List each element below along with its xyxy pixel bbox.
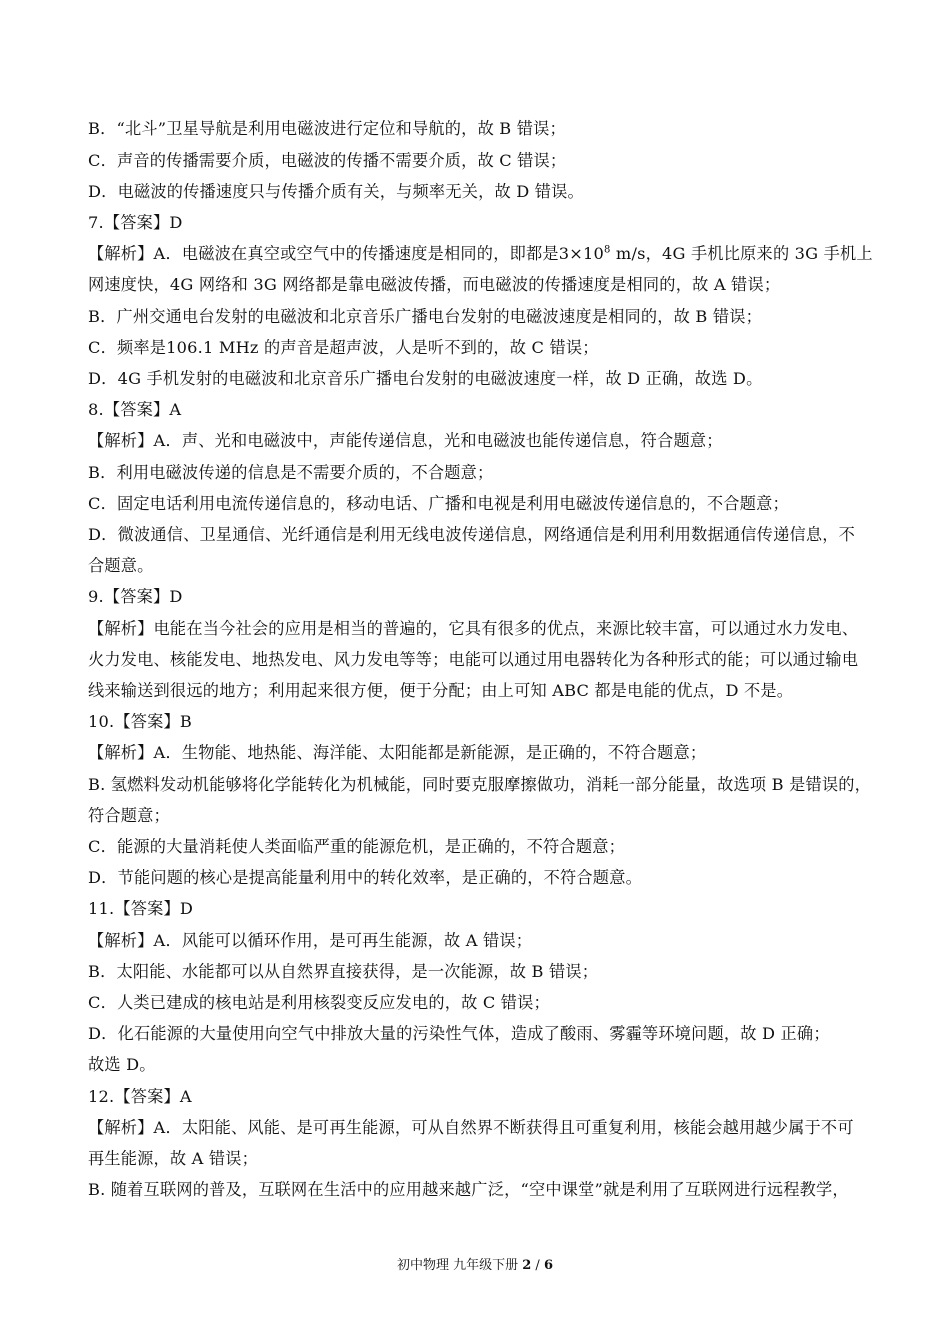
text-line: D．电磁波的传播速度只与传播介质有关，与频率无关，故 D 错误。	[88, 182, 584, 201]
text-line: 【解析】电能在当今社会的应用是相当的普遍的，它具有很多的优点，来源比较丰富，可以通过水力发电、	[88, 619, 859, 638]
analysis-line	[88, 243, 873, 265]
speed-unit: m/s	[610, 244, 646, 263]
page-current: 2	[522, 1258, 532, 1273]
answer-heading: 11.【答案】D	[88, 899, 194, 918]
text-line: D．4G 手机发射的电磁波和北京音乐广播电台发射的电磁波速度一样，故 D 正确，故选 D。	[88, 369, 763, 388]
text-line: 网速度快，4G 网络和 3G 网络都是靠电磁波传播，而电磁波的传播速度是相同的，故 A 错误；	[88, 275, 781, 294]
text-line: 合题意。	[88, 556, 154, 575]
answer-heading: 12.【答案】A	[88, 1087, 192, 1106]
page-separator: /	[531, 1258, 544, 1273]
answer-heading: 8.【答案】A	[88, 400, 182, 419]
analysis-prefix: 【解析】A．电磁波在真空或空气中的传播速度是相同的，即都是	[88, 244, 559, 263]
text-line: 【解析】A．风能可以循环作用，是可再生能源，故 A 错误；	[88, 931, 533, 950]
footer-subject: 初中物理 九年级下册	[396, 1258, 523, 1273]
text-line: 【解析】A．太阳能、风能、是可再生能源，可从自然界不断获得且可重复利用，核能会越用越少属于不可	[88, 1118, 854, 1137]
page-total: 6	[543, 1258, 553, 1273]
text-line: C．声音的传播需要介质，电磁波的传播不需要介质，故 C 错误；	[88, 151, 567, 170]
answer-heading: 7.【答案】D	[88, 213, 183, 232]
text-line: 【解析】A．生物能、地热能、海洋能、太阳能都是新能源，是正确的，不符合题意；	[88, 743, 707, 762]
speed-exponent: 8	[604, 244, 611, 256]
text-line: 符合题意；	[88, 806, 170, 825]
answer-heading: 9.【答案】D	[88, 587, 183, 606]
text-line: 故选 D。	[88, 1055, 156, 1074]
text-line: 再生能源，故 A 错误；	[88, 1149, 259, 1168]
page-footer	[0, 1257, 950, 1275]
text-line: 【解析】A．声、光和电磁波中，声能传递信息，光和电磁波也能传递信息，符合题意；	[88, 431, 723, 450]
text-line: B. 随着互联网的普及，互联网在生活中的应用越来越广泛，“空中课堂”就是利用了互联网进行远程教学，	[88, 1180, 849, 1199]
text-line: D．化石能源的大量使用向空气中排放大量的污染性气体，造成了酸雨、雾霾等环境问题，故 D 正确；	[88, 1024, 830, 1043]
text-line: B．利用电磁波传递的信息是不需要介质的，不合题意；	[88, 463, 494, 482]
text-line: B．太阳能、水能都可以从自然界直接获得，是一次能源，故 B 错误；	[88, 962, 599, 981]
text-line: C．人类已建成的核电站是利用核裂变反应发电的，故 C 错误；	[88, 993, 550, 1012]
text-line: C．能源的大量消耗使人类面临严重的能源危机，是正确的，不符合题意；	[88, 837, 625, 856]
text-line: C．频率是106.1 MHz 的声音是超声波，人是听不到的，故 C 错误；	[88, 338, 599, 357]
answer-heading: 10.【答案】B	[88, 712, 192, 731]
text-line: 火力发电、核能发电、地热发电、风力发电等等；电能可以通过用电器转化为各种形式的能；可以通过输电	[88, 650, 859, 669]
text-line: 线来输送到很远的地方；利用起来很方便，便于分配；由上可知 ABC 都是电能的优点，D 不是。	[88, 681, 794, 700]
text-line: B．广州交通电台发射的电磁波和北京音乐广播电台发射的电磁波速度是相同的，故 B 错误；	[88, 307, 762, 326]
text-line: C．固定电话利用电流传递信息的，移动电话、广播和电视是利用电磁波传递信息的，不合题意；	[88, 494, 789, 513]
text-line: B．“北斗”卫星导航是利用电磁波进行定位和导航的，故 B 错误；	[88, 119, 566, 138]
analysis-suffix: ，4G 手机比原来的 3G 手机上	[645, 244, 873, 263]
speed-base: 3×10	[558, 244, 605, 263]
text-line: B. 氢燃料发动机能够将化学能转化为机械能，同时要克服摩擦做功，消耗一部分能量，故选项 B 是错误的，	[88, 775, 872, 794]
text-line: D．节能问题的核心是提高能量利用中的转化效率，是正确的，不符合题意。	[88, 868, 642, 887]
text-line: D．微波通信、卫星通信、光纤通信是利用无线电波传递信息，网络通信是利用利用数据通信传递信息，不	[88, 525, 855, 544]
